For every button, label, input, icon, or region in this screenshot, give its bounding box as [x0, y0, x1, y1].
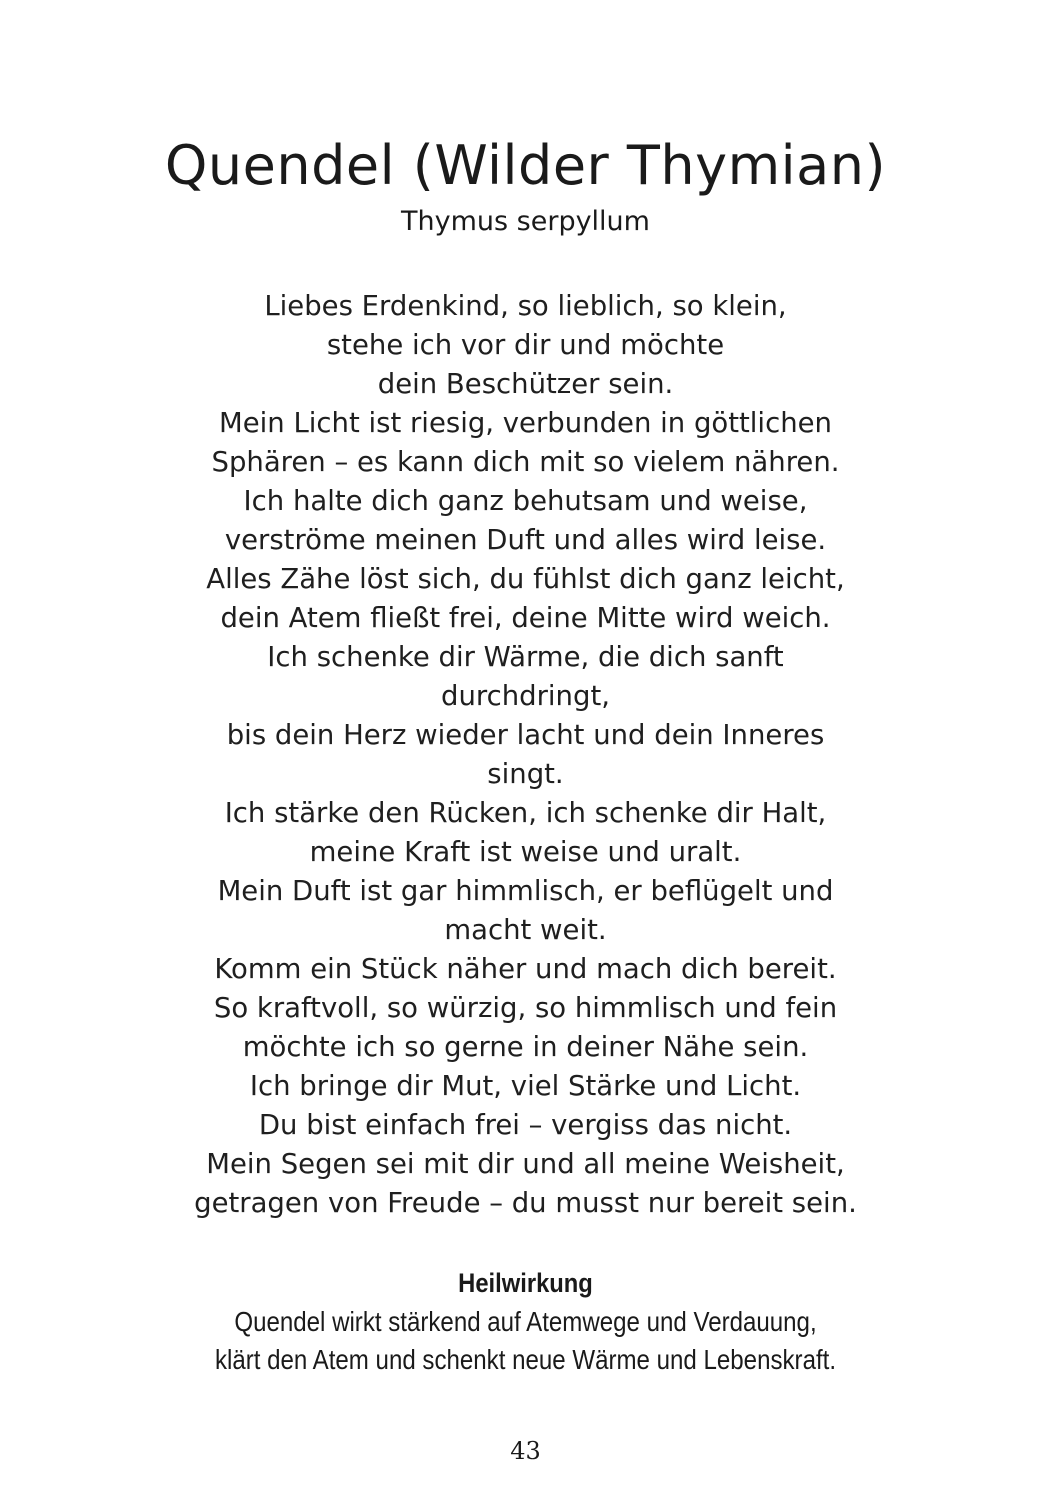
poem-line: Ich stärke den Rücken, ich schenke dir Halt, [224, 797, 827, 829]
poem-line: singt. [487, 758, 564, 790]
poem-line: durchdringt, [441, 680, 610, 712]
poem [100, 287, 951, 1223]
poem-line: Sphären – es kann dich mit so vielem nähren. [211, 446, 840, 478]
poem-line: macht weit. [444, 914, 607, 946]
page-number: 43 [510, 1437, 541, 1465]
poem-line: Mein Licht ist riesig, verbunden in göttlichen [219, 407, 832, 439]
poem-line: Alles Zähe löst sich, du fühlst dich ganz leicht, [206, 563, 845, 595]
botanical-name: Thymus serpyllum [401, 206, 650, 237]
poem-line: Ich schenke dir Wärme, die dich sanft [267, 641, 784, 673]
effect-heading: Heilwirkung [458, 1268, 593, 1298]
poem-line: meine Kraft ist weise und uralt. [309, 836, 742, 868]
effect-line: Quendel wirkt stärkend auf Atemwege und Verdauung, [234, 1306, 817, 1337]
poem-line: Du bist einfach frei – vergiss das nicht. [258, 1109, 793, 1141]
poem-line: So kraftvoll, so würzig, so himmlisch und fein [213, 992, 838, 1024]
effect-line: klärt den Atem und schenkt neue Wärme und Lebenskraft. [214, 1344, 837, 1375]
poem-line: möchte ich so gerne in deiner Nähe sein. [242, 1031, 809, 1063]
poem-line: dein Atem fließt frei, deine Mitte wird weich. [220, 602, 831, 634]
poem-line: Mein Segen sei mit dir und all meine Weisheit, [206, 1148, 845, 1180]
poem-line: dein Beschützer sein. [377, 368, 674, 400]
poem-line: Liebes Erdenkind, so lieblich, so klein, [264, 290, 787, 322]
poem-line: bis dein Herz wieder lacht und dein Inneres [226, 719, 825, 751]
page-title: Quendel (Wilder Thymian) [164, 134, 887, 197]
poem-line: Ich bringe dir Mut, viel Stärke und Licht. [249, 1070, 802, 1102]
poem-line: Komm ein Stück näher und mach dich bereit. [214, 953, 837, 985]
poem-line: verströme meinen Duft und alles wird leise. [224, 524, 827, 556]
poem-line: Mein Duft ist gar himmlisch, er beflügelt und [217, 875, 834, 907]
poem-line: Ich halte dich ganz behutsam und weise, [243, 485, 808, 517]
poem-line: stehe ich vor dir und möchte [326, 329, 725, 361]
poem-line: getragen von Freude – du musst nur bereit sein. [194, 1187, 857, 1219]
effect-description [74, 1303, 978, 1379]
